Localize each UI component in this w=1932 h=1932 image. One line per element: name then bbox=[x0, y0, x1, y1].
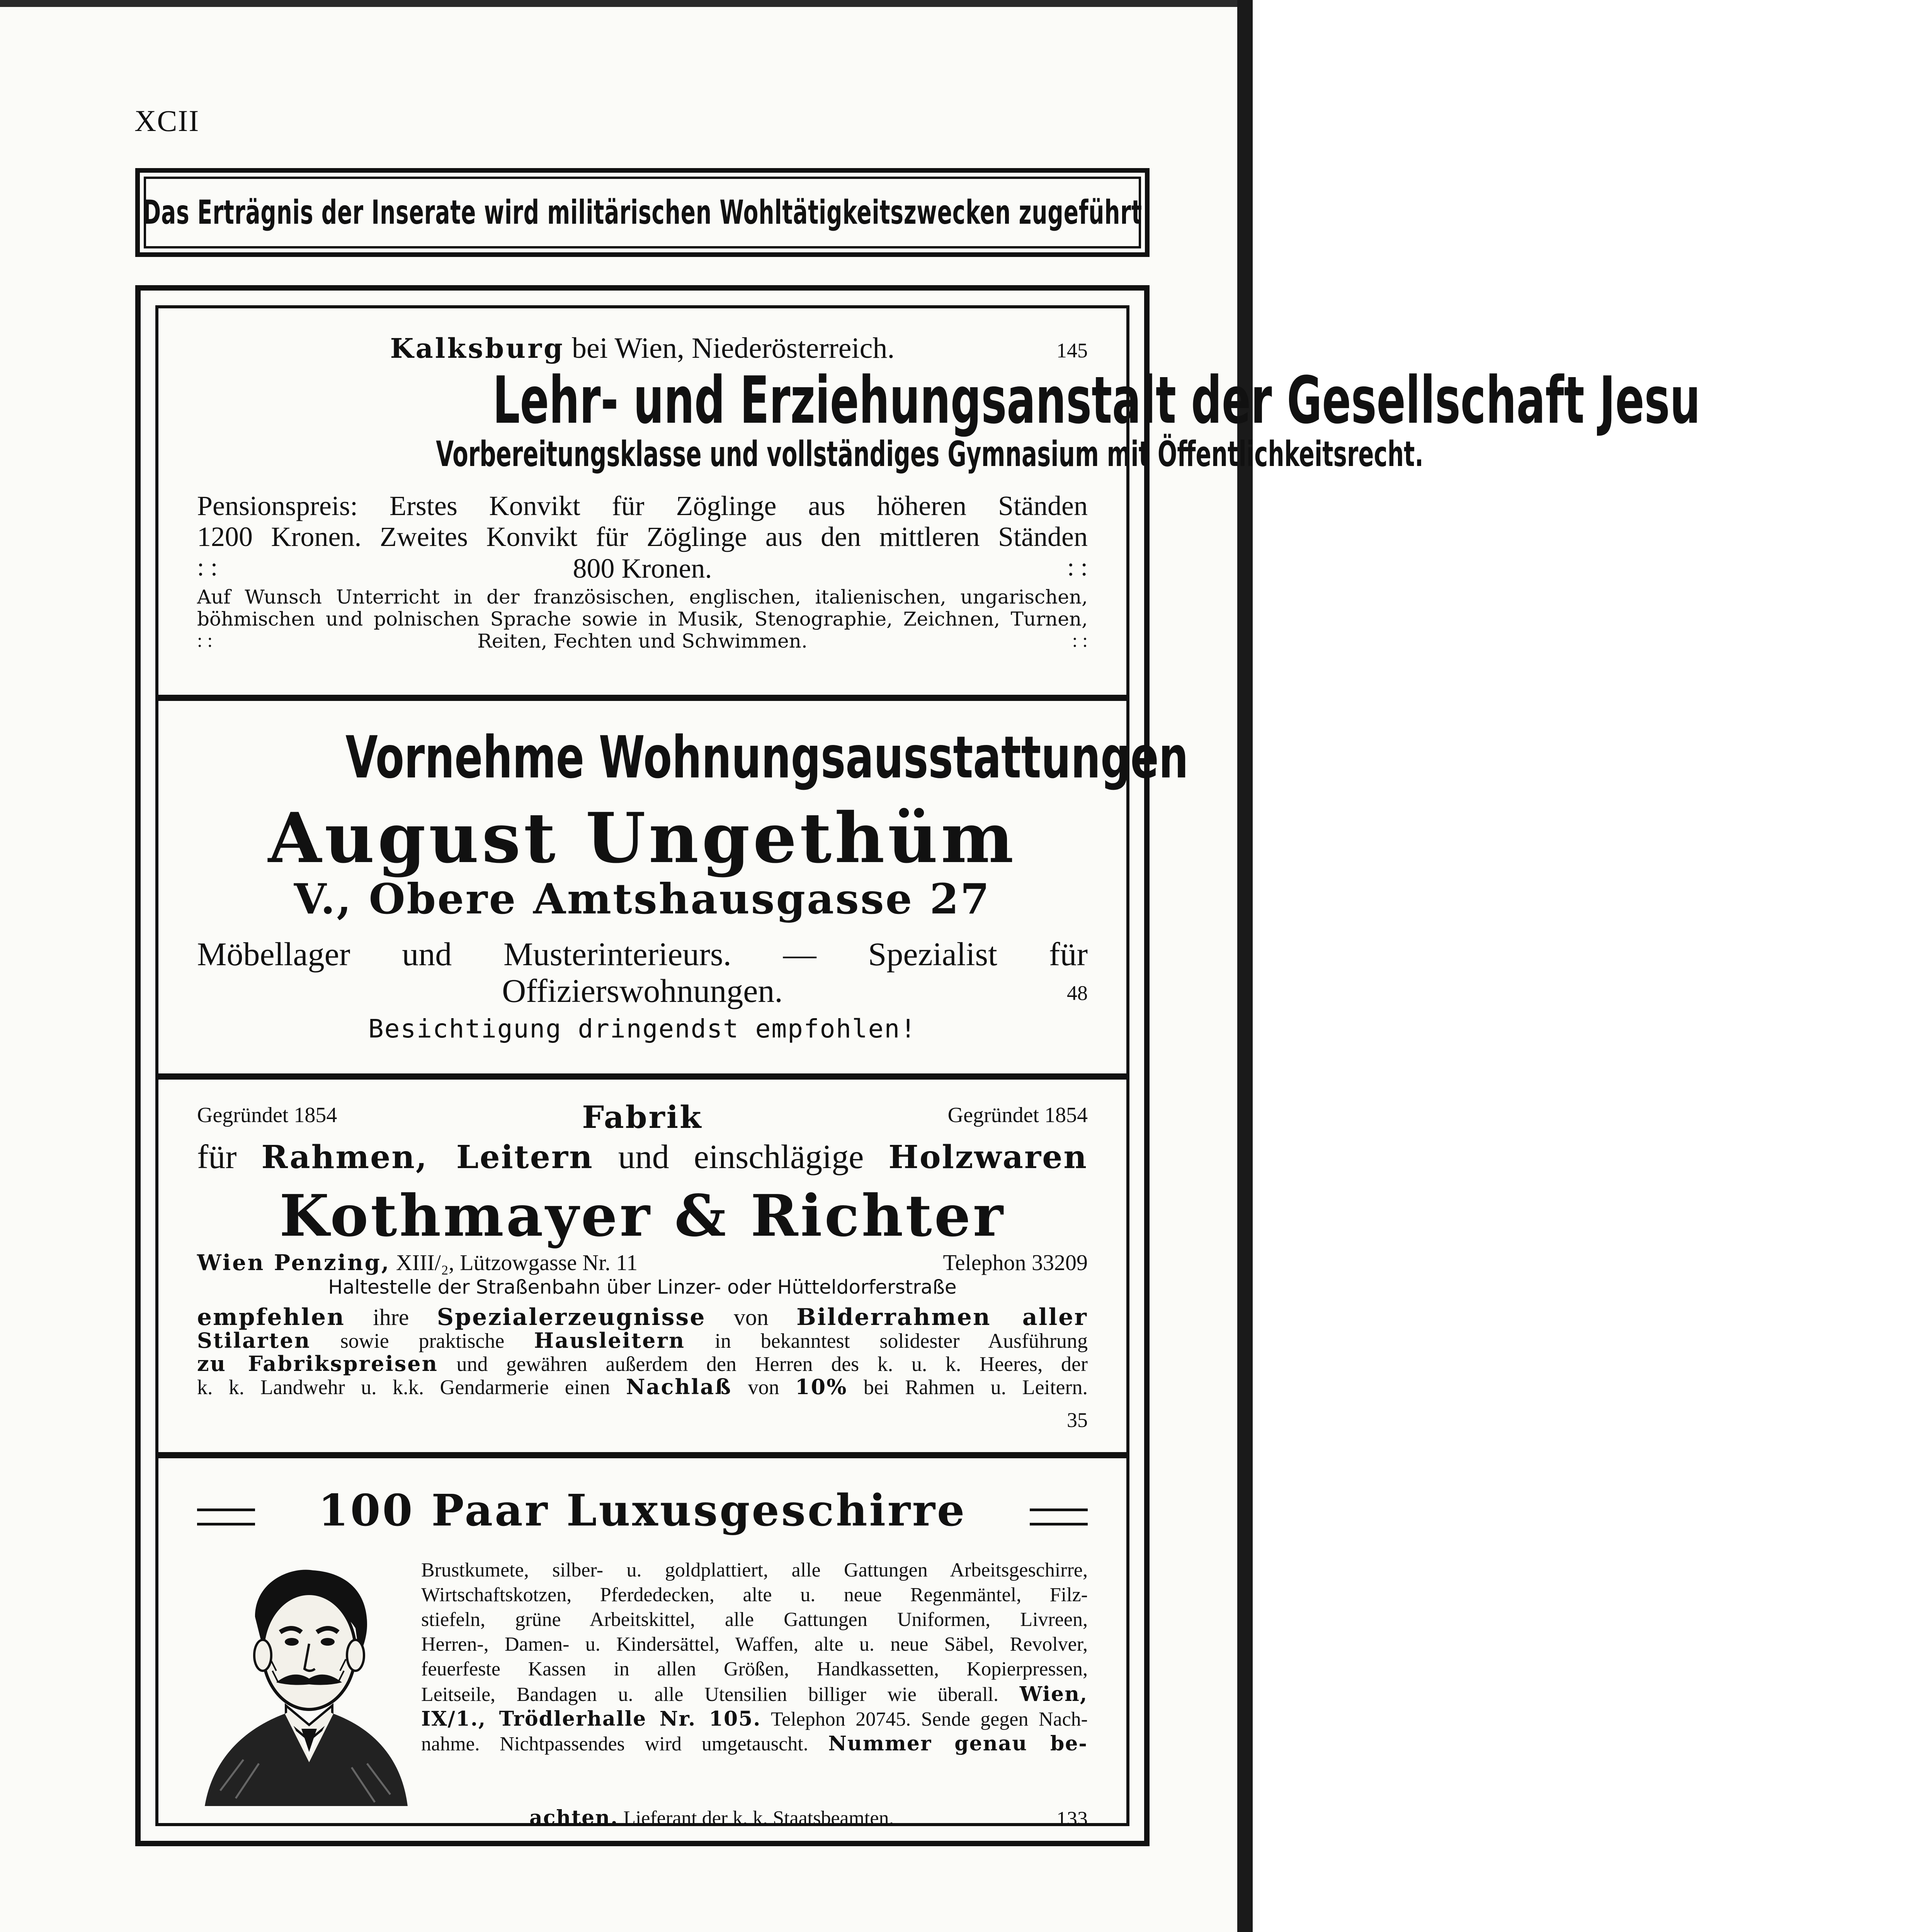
text-run-bold: Rahmen, Leitern bbox=[261, 1139, 594, 1176]
text-run: in bekanntest solidester Ausführung bbox=[714, 1329, 1088, 1352]
geschirre-line-7 bbox=[421, 1707, 1088, 1731]
text-run-bold: Nummer genau be- bbox=[828, 1732, 1088, 1755]
text-run: bei Rahmen u. Leitern. bbox=[863, 1376, 1088, 1399]
scan-edge-right bbox=[1237, 0, 1253, 1932]
text-run: von bbox=[748, 1376, 779, 1399]
advert-frame-inner bbox=[155, 305, 1701, 1830]
telephone: Telephon 33209 bbox=[943, 1250, 1088, 1275]
ad-kothmayer-name: Kothmayer & Richter bbox=[279, 1182, 1005, 1249]
subtitle-text: Vorbereitungsklasse und vollständiges Gymnasium mit Öffentlichkeitsrecht. bbox=[436, 434, 1424, 474]
fabrik-label: Fabrik bbox=[582, 1099, 703, 1135]
body-line-4 bbox=[197, 1374, 1088, 1399]
text-run: k. k. Landwehr u. k.k. Gendarmerie einen bbox=[197, 1376, 610, 1399]
ad-geschirre-title: 100 Paar Luxusgeschirre bbox=[318, 1485, 967, 1536]
scan-edge-top bbox=[0, 0, 1253, 7]
banner-box bbox=[135, 168, 1150, 257]
ad-ungethuem-name: August Ungethüm bbox=[268, 798, 1017, 878]
ad-number: 145 bbox=[1056, 339, 1088, 362]
man-portrait-illustration bbox=[197, 1559, 413, 1806]
ad-ungethuem-line-1: Möbellager und Musterinterieurs. — Spezialist für bbox=[197, 935, 1088, 973]
text-run-bold: achten. bbox=[529, 1806, 619, 1830]
text-run: und einschlägige bbox=[618, 1138, 864, 1176]
ad-kalksburg-subtitle bbox=[182, 434, 1424, 474]
lessons-line-1: Auf Wunsch Unterricht in der französischen, englischen, italienischen, ungarischen, bbox=[197, 586, 1088, 608]
colon-ornament-right: : : bbox=[1067, 553, 1088, 581]
ad-number: 35 bbox=[1067, 1408, 1088, 1432]
separator-rule bbox=[158, 695, 1126, 701]
text-run-bold: Wien Penzing, bbox=[197, 1250, 391, 1276]
ad-kalksburg-title bbox=[182, 362, 1701, 438]
text-run-bold: 10% bbox=[795, 1374, 848, 1399]
text-run: für bbox=[197, 1138, 237, 1176]
lessons-line-3: Reiten, Fechten und Schwimmen. bbox=[477, 630, 808, 652]
text-run: Leitseile, Bandagen u. alle Utensilien billiger wie überall. bbox=[421, 1684, 998, 1706]
colon-ornament-right: : : bbox=[1072, 629, 1088, 651]
separator-rule bbox=[158, 1452, 1126, 1458]
price-line-2: 1200 Kronen. Zweites Konvikt für Zöglinge aus den mittleren Ständen bbox=[197, 521, 1088, 552]
products-line bbox=[197, 1138, 1088, 1177]
advert-frame bbox=[135, 285, 1701, 1846]
geschirre-line-8 bbox=[421, 1732, 1088, 1755]
place-rest: bei Wien, Niederösterreich. bbox=[571, 332, 895, 364]
title-text: Lehr- und Erziehungsanstalt der Gesellschaft Jesu bbox=[493, 362, 1701, 438]
ad-kothmayer bbox=[182, 1080, 1103, 1452]
geschirre-line-2: Wirtschaftskotzen, Pferdedecken, alte u. neue Regenmäntel, Filz- bbox=[421, 1584, 1088, 1606]
text-run: sowie praktische bbox=[340, 1329, 505, 1352]
text-run: Telephon 20745. Sende gegen Nach- bbox=[771, 1708, 1088, 1730]
founded-left: Gegründet 1854 bbox=[197, 1103, 337, 1127]
ad-number: 48 bbox=[1067, 981, 1088, 1005]
text-run-bold: Spezialerzeugnisse bbox=[437, 1304, 706, 1331]
geschirre-line-5: feuerfeste Kassen in allen Größen, Handkassetten, Kopierpressen, bbox=[421, 1658, 1088, 1680]
text-run-bold: empfehlen bbox=[197, 1304, 345, 1331]
text-run-bold: Bilderrahmen aller bbox=[796, 1304, 1088, 1331]
text-run-bold: IX/1., Trödlerhalle Nr. 105. bbox=[421, 1707, 761, 1731]
text-run: Lieferant der k. k. Staatsbeamten. bbox=[623, 1807, 894, 1829]
separator-rule bbox=[158, 1073, 1126, 1080]
text-run: von bbox=[733, 1304, 769, 1330]
price-line-3: 800 Kronen. bbox=[573, 553, 712, 584]
text-run: nahme. Nichtpassendes wird umgetauscht. bbox=[421, 1733, 808, 1755]
colon-ornament-left: : : bbox=[197, 629, 213, 651]
ad-ungethuem bbox=[182, 701, 1189, 1073]
text-run-bold: Holzwaren bbox=[888, 1139, 1088, 1176]
ad-ungethuem-note: Besichtigung dringendst empfohlen! bbox=[368, 1014, 917, 1044]
body-line-1 bbox=[197, 1304, 1088, 1331]
colon-ornament-left: : : bbox=[197, 553, 218, 581]
text-run-bold: Wien, bbox=[1019, 1682, 1088, 1706]
headline-text: Vornehme Wohnungsausstattungen bbox=[345, 724, 1189, 791]
text-run-bold: Hausleitern bbox=[534, 1328, 685, 1353]
text-run: XIII/₂, Lützowgasse Nr. 11 bbox=[396, 1250, 638, 1275]
geschirre-line-3: stiefeln, grüne Arbeitskittel, alle Gattungen Uniformen, Livreen, bbox=[421, 1609, 1088, 1631]
ad-kalksburg bbox=[182, 308, 1701, 695]
text-run-bold: Stilarten bbox=[197, 1328, 311, 1353]
geschirre-line-4: Herren-, Damen- u. Kindersättel, Waffen, alte u. neue Säbel, Revolver, bbox=[421, 1633, 1088, 1655]
geschirre-line-9 bbox=[529, 1806, 1088, 1830]
place-name: Kalksburg bbox=[390, 332, 565, 364]
body-line-3 bbox=[197, 1351, 1088, 1376]
lessons-line-2: böhmischen und polnischen Sprache sowie in Musik, Stenographie, Zeichnen, Turnen, bbox=[197, 608, 1088, 630]
ad-ungethuem-headline bbox=[182, 724, 1189, 791]
double-rule-right bbox=[1030, 1509, 1088, 1526]
geschirre-line-6 bbox=[421, 1682, 1088, 1706]
tram-stop: Haltestelle der Straßenbahn über Linzer- oder Hütteldorferstraße bbox=[328, 1276, 957, 1298]
body-line-2 bbox=[197, 1328, 1088, 1353]
ad-number: 133 bbox=[1056, 1807, 1088, 1830]
text-run: und gewähren außerdem den Herren des k. u. k. Heeres, der bbox=[456, 1352, 1088, 1376]
ad-kalksburg-location bbox=[182, 332, 1103, 365]
ad-geschirre bbox=[182, 1458, 1103, 1845]
geschirre-line-1: Brustkumete, silber- u. goldplattiert, alle Gattungen Arbeitsgeschirre, bbox=[421, 1559, 1088, 1581]
ad-kothmayer-address bbox=[197, 1250, 1088, 1276]
banner-text: Das Erträgnis der Inserate wird militärischen Wohltätigkeitszwecken zugeführt bbox=[143, 193, 1142, 232]
founded-right: Gegründet 1854 bbox=[947, 1103, 1088, 1127]
text-run-bold: Nachlaß bbox=[626, 1374, 732, 1399]
ad-ungethuem-line-2: Offizierswohnungen. bbox=[502, 972, 783, 1009]
price-line-1: Pensionspreis: Erstes Konvikt für Zöglinge aus höheren Ständen bbox=[197, 490, 1088, 521]
text-run-bold: zu Fabrikspreisen bbox=[197, 1351, 438, 1376]
folio: XCII bbox=[134, 104, 200, 138]
ad-ungethuem-address: V., Obere Amtshausgasse 27 bbox=[294, 875, 991, 923]
text-run: ihre bbox=[373, 1304, 409, 1330]
